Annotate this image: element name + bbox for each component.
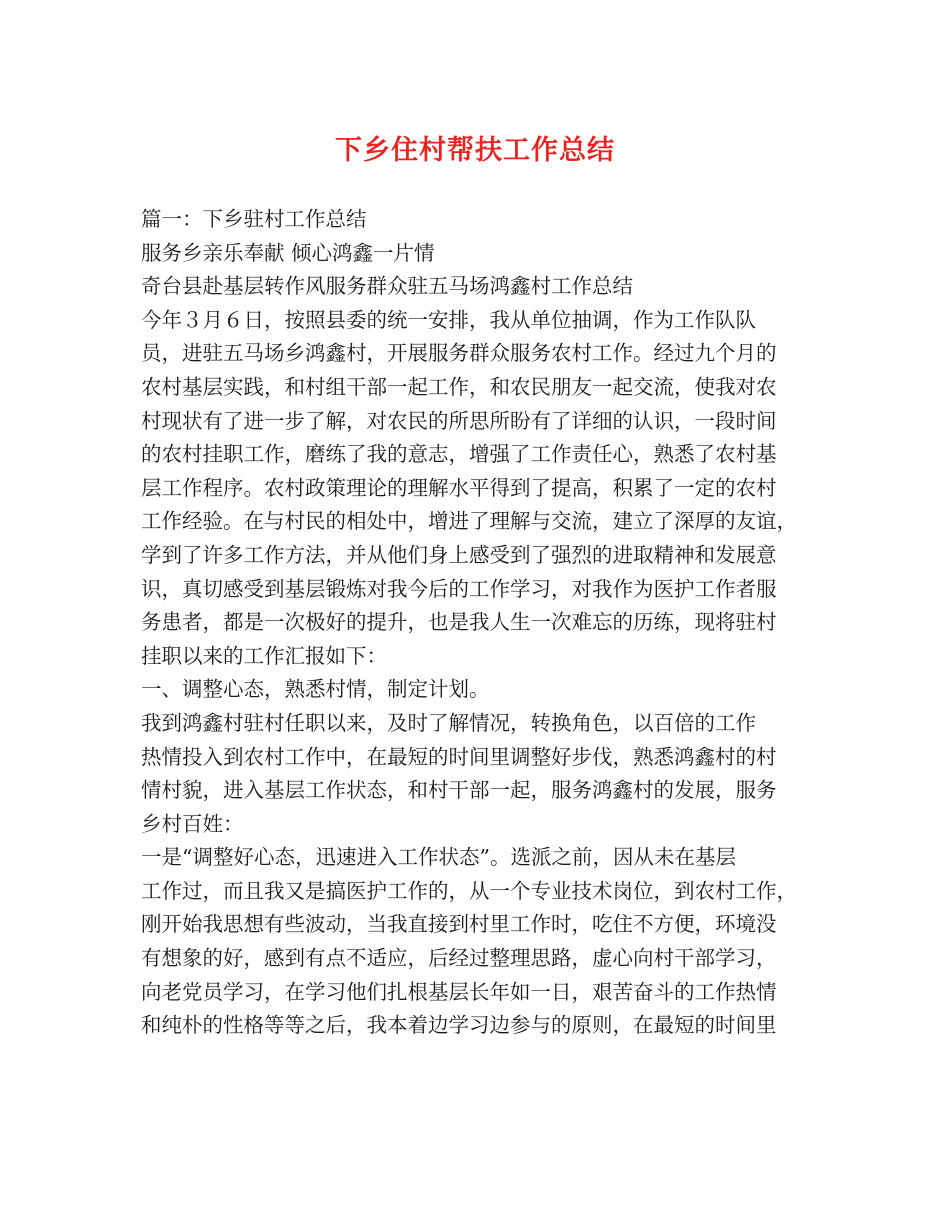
paragraph-line: 情村貌，进入基层工作状态，和村干部一起，服务鸿鑫村的发展，服务: [141, 778, 777, 803]
paragraph-line: 我到鸿鑫村驻村任职以来，及时了解情况，转换角色，以百倍的工作: [141, 710, 756, 735]
paragraph-line: 和纯朴的性格等等之后，我本着边学习边参与的原则，在最短的时间里: [141, 1013, 777, 1038]
paragraph-line: 一、调整心态，熟悉村情，制定计划。: [141, 677, 490, 702]
paragraph-line: 学到了许多工作方法，并从他们身上感受到了强烈的进取精神和发展意: [141, 542, 777, 567]
paragraph-line: 农村基层实践，和村组干部一起工作，和农民朋友一起交流，使我对农: [141, 374, 777, 399]
paragraph-line: 务患者，都是一次极好的提升，也是我人生一次难忘的历练，现将驻村: [141, 610, 777, 635]
paragraph-line: 乡村百姓：: [141, 811, 244, 836]
paragraph-line: 员，进驻五马场乡鸿鑫村，开展服务群众服务农村工作。经过九个月的: [141, 341, 777, 366]
paragraph-line: 挂职以来的工作汇报如下：: [141, 643, 387, 668]
paragraph-line: 工作经验。在与村民的相处中，增进了理解与交流，建立了深厚的友谊，: [141, 509, 797, 534]
paragraph-line: 今年３月６日，按照县委的统一安排，我从单位抽调，作为工作队队: [141, 307, 756, 332]
paragraph-line: 一是“调整好心态，迅速进入工作状态”。选派之前，因从未在基层: [141, 845, 736, 870]
paragraph-line: 工作过，而且我又是搞医护工作的，从一个专业技术岗位，到农村工作，: [141, 878, 797, 903]
paragraph-line: 层工作程序。农村政策理论的理解水平得到了提高，积累了一定的农村: [141, 475, 777, 500]
paragraph-line: 村现状有了进一步了解，对农民的所思所盼有了详细的认识，一段时间: [141, 408, 777, 433]
paragraph-line: 服务乡亲乐奉献 倾心鸿鑫一片情: [141, 240, 435, 265]
paragraph-line: 热情投入到农村工作中，在最短的时间里调整好步伐，熟悉鸿鑫村的村: [141, 744, 777, 769]
paragraph-line: 向老党员学习，在学习他们扎根基层长年如一日，艰苦奋斗的工作热情: [141, 979, 777, 1004]
paragraph-line: 的农村挂职工作，磨练了我的意志，增强了工作责任心，熟悉了农村基: [141, 442, 777, 467]
paragraph-line: 识，真切感受到基层锻炼对我今后的工作学习，对我作为医护工作者服: [141, 576, 777, 601]
document-title: 下乡住村帮扶工作总结: [335, 135, 615, 166]
paragraph-line: 刚开始我思想有些波动，当我直接到村里工作时，吃住不方便，环境没: [141, 912, 777, 937]
paragraph-line: 奇台县赴基层转作风服务群众驻五马场鸿鑫村工作总结: [141, 274, 633, 299]
document-body: [141, 203, 821, 1043]
paragraph-line: 有想象的好，感到有点不适应，后经过整理思路，虚心向村干部学习，: [141, 946, 777, 971]
paragraph-line: 篇一：下乡驻村工作总结: [141, 207, 367, 231]
